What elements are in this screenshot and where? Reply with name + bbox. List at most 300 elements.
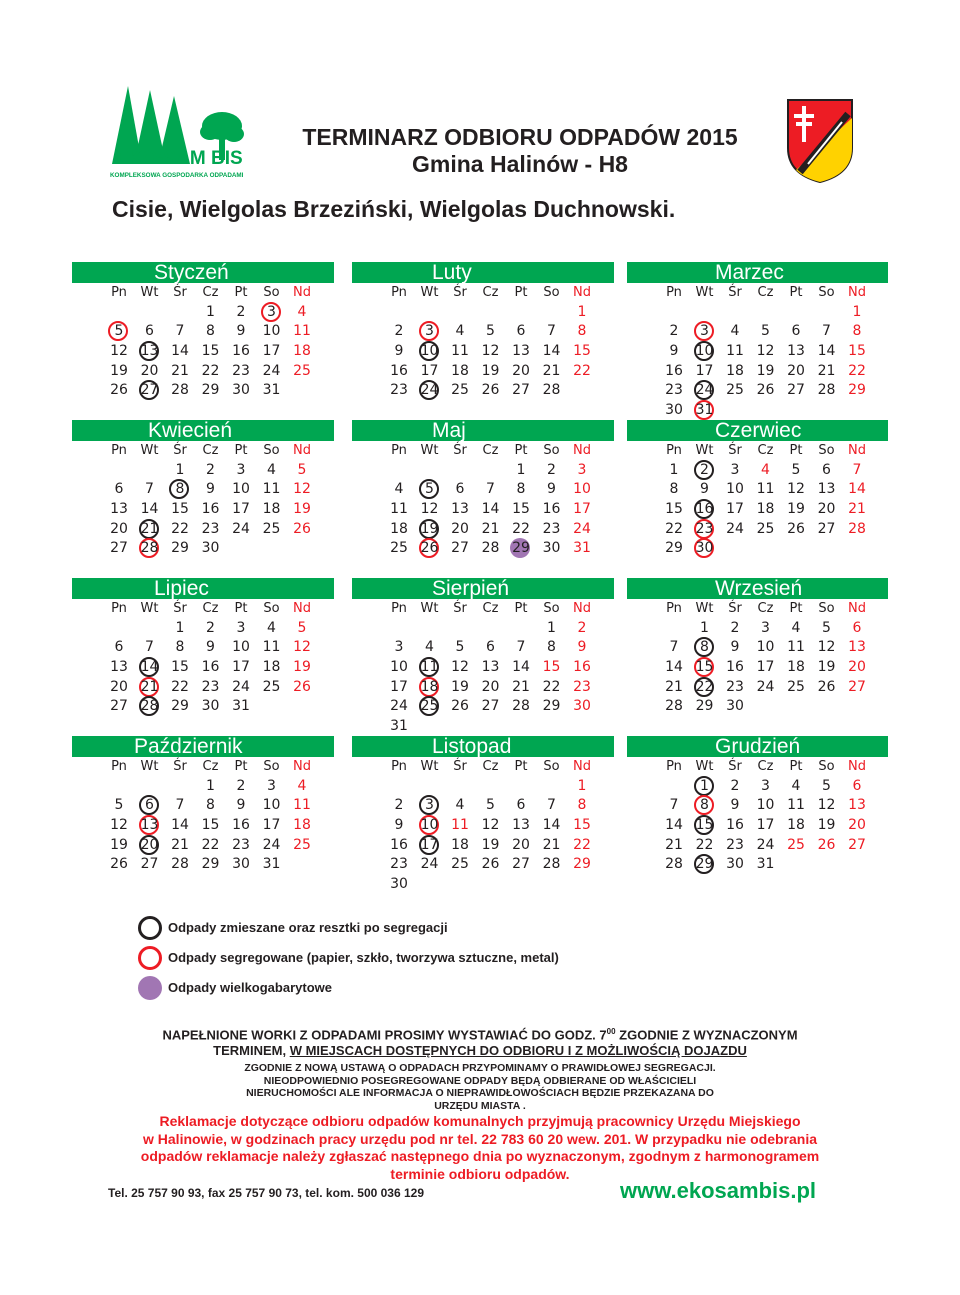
day-cell [287, 362, 317, 382]
day-cell [506, 816, 536, 836]
day-cell [476, 678, 506, 698]
day-number: 13 [481, 659, 500, 676]
weekday-label: Cz [482, 759, 499, 774]
day-cell [720, 658, 750, 678]
day-number: 4 [297, 303, 307, 320]
day-cell [537, 836, 567, 856]
day-number: 25 [726, 382, 744, 399]
day-number: 23 [695, 520, 714, 537]
notice-text: ZGODNIE Z WYZNACZONYM [615, 1027, 798, 1043]
day-number: 10 [756, 797, 775, 814]
day-cell [842, 303, 872, 323]
day-number: 22 [171, 678, 189, 695]
day-number: 14 [171, 817, 189, 834]
day-number: 20 [787, 362, 805, 379]
day-number: 18 [390, 520, 408, 537]
day-cell [781, 777, 811, 797]
day-number: 11 [262, 639, 281, 656]
weekday-label: Nd [573, 285, 591, 300]
weekday-label: Śr [173, 443, 187, 458]
day-number: 21 [171, 836, 189, 853]
day-number: 16 [232, 343, 250, 360]
week-row [352, 875, 614, 895]
day-cell [690, 678, 720, 698]
day-number: 24 [262, 362, 281, 379]
week-row [72, 480, 334, 500]
day-number: 7 [486, 481, 495, 498]
day-cell [659, 500, 689, 520]
day-number: 11 [451, 343, 469, 360]
day-cell [226, 381, 256, 401]
day-cell [690, 342, 720, 362]
day-number: 14 [512, 659, 530, 676]
day-cell [812, 500, 842, 520]
day-number: 19 [817, 817, 836, 834]
day-cell [720, 678, 750, 698]
day-number: 12 [451, 659, 469, 676]
day-number: 29 [171, 698, 189, 715]
day-number: 25 [756, 520, 775, 537]
day-number: 18 [262, 659, 281, 676]
day-number: 11 [293, 323, 311, 340]
day-number: 2 [730, 619, 740, 636]
day-number: 7 [852, 461, 862, 478]
day-number: 12 [756, 343, 775, 360]
week-row [627, 619, 888, 639]
week-row [72, 381, 334, 401]
day-cell [226, 362, 256, 382]
day-number: 12 [110, 343, 128, 360]
weekday-label: Cz [202, 285, 219, 300]
weekday-label: Nd [848, 759, 866, 774]
day-cell [506, 855, 536, 875]
website-link[interactable]: www.ekosambis.pl [620, 1178, 817, 1203]
day-number: 20 [110, 678, 128, 695]
week-row [72, 500, 334, 520]
day-number: 22 [665, 520, 683, 537]
day-number: 6 [114, 639, 124, 656]
day-cell [384, 362, 414, 382]
notice-text: odpadów reklamacje należy zgłaszać następnego dnia po wyznaczonym, zgodnym z harmonogramem [140, 1148, 820, 1164]
company-logo [108, 82, 256, 182]
day-number: 2 [669, 323, 679, 340]
day-number: 10 [262, 797, 281, 814]
day-cell [812, 658, 842, 678]
day-number: 15 [201, 343, 220, 360]
day-number: 17 [726, 501, 744, 518]
week-row [627, 658, 888, 678]
day-number: 9 [730, 639, 740, 656]
day-number: 19 [110, 836, 128, 853]
day-number: 23 [201, 678, 220, 695]
weekday-label: Pt [789, 443, 803, 458]
day-number: 24 [420, 856, 439, 873]
day-number: 23 [542, 520, 561, 537]
day-number: 4 [267, 461, 276, 478]
weekday-label: So [543, 601, 560, 616]
notice-text: TERMINEM, [213, 1043, 290, 1059]
day-cell [690, 697, 720, 717]
week-row [352, 678, 614, 698]
week-row [352, 480, 614, 500]
day-number: 29 [695, 856, 714, 873]
day-cell [537, 539, 567, 559]
day-cell [257, 658, 287, 678]
day-cell [476, 500, 506, 520]
day-cell [812, 381, 842, 401]
day-number: 18 [293, 817, 311, 834]
day-number: 5 [297, 461, 307, 478]
day-cell [384, 480, 414, 500]
day-number: 22 [695, 678, 714, 695]
day-number: 12 [817, 639, 836, 656]
day-cell [384, 342, 414, 362]
day-number: 8 [175, 639, 185, 656]
weekday-label: Pn [666, 285, 682, 300]
day-cell [506, 520, 536, 540]
day-cell [257, 303, 287, 323]
day-cell [135, 322, 165, 342]
day-number: 5 [114, 797, 124, 814]
weekday-label: Śr [453, 601, 467, 616]
day-number: 8 [547, 639, 556, 656]
week-row [72, 638, 334, 658]
day-number: 25 [293, 362, 311, 379]
weekday-label: Cz [202, 443, 219, 458]
day-number: 24 [232, 520, 250, 537]
month-header [72, 578, 334, 599]
month-name: Listopad [432, 735, 512, 758]
day-number: 15 [542, 659, 561, 676]
day-cell [567, 697, 597, 717]
day-number: 1 [577, 777, 587, 794]
weekday-label: Pt [514, 443, 528, 458]
day-cell [567, 539, 597, 559]
day-number: 9 [206, 639, 215, 656]
day-number: 12 [420, 501, 439, 518]
day-number: 14 [665, 817, 683, 834]
day-number: 17 [262, 817, 281, 834]
day-cell [842, 461, 872, 481]
day-number: 21 [542, 836, 561, 853]
week-row [352, 836, 614, 856]
month-wrzesień [627, 578, 888, 717]
day-cell [751, 322, 781, 342]
day-number: 15 [201, 817, 220, 834]
day-number: 8 [669, 481, 679, 498]
day-number: 15 [573, 343, 591, 360]
day-cell [445, 539, 475, 559]
day-cell [812, 777, 842, 797]
day-number: 30 [665, 402, 683, 419]
day-cell [659, 816, 689, 836]
month-czerwiec [627, 420, 888, 559]
day-number: 20 [140, 836, 159, 853]
week-row [627, 322, 888, 342]
day-number: 13 [817, 481, 836, 498]
day-number: 21 [481, 520, 500, 537]
week-row [72, 520, 334, 540]
day-cell [415, 638, 445, 658]
day-number: 5 [455, 639, 465, 656]
day-number: 16 [390, 362, 408, 379]
day-cell [104, 678, 134, 698]
svg-text:KOMPLEKSOWA GOSPODARKA ODPADAM: KOMPLEKSOWA GOSPODARKA ODPADAMI [110, 172, 244, 179]
day-cell [104, 381, 134, 401]
day-cell [445, 362, 475, 382]
day-cell [445, 638, 475, 658]
weekday-label: Śr [453, 759, 467, 774]
day-cell [104, 539, 134, 559]
day-number: 30 [232, 382, 250, 399]
weekday-label: Pn [666, 759, 682, 774]
day-number: 21 [817, 362, 836, 379]
day-number: 7 [547, 323, 556, 340]
day-number: 17 [232, 659, 250, 676]
day-cell [842, 796, 872, 816]
day-number: 26 [110, 856, 128, 873]
day-number: 3 [236, 619, 246, 636]
day-number: 28 [665, 856, 683, 873]
weekday-label: Nd [573, 759, 591, 774]
day-cell [659, 342, 689, 362]
day-cell [287, 816, 317, 836]
day-cell [226, 796, 256, 816]
day-cell [567, 678, 597, 698]
day-number: 26 [481, 382, 500, 399]
day-cell [104, 816, 134, 836]
day-number: 17 [695, 362, 714, 379]
day-number: 2 [394, 323, 404, 340]
day-cell [842, 777, 872, 797]
day-number: 20 [512, 836, 530, 853]
day-number: 8 [577, 797, 587, 814]
day-cell [415, 836, 445, 856]
day-cell [537, 816, 567, 836]
day-cell [196, 658, 226, 678]
weekday-label: Cz [202, 601, 219, 616]
day-cell [196, 836, 226, 856]
day-number: 7 [822, 323, 831, 340]
day-number: 3 [730, 461, 740, 478]
day-number: 9 [236, 797, 246, 814]
day-cell [567, 520, 597, 540]
week-row [627, 855, 888, 875]
day-number: 13 [848, 797, 866, 814]
day-cell [287, 777, 317, 797]
day-cell [415, 796, 445, 816]
day-cell [226, 777, 256, 797]
week-row [627, 816, 888, 836]
month-sierpień [352, 578, 614, 737]
day-number: 28 [171, 382, 189, 399]
legend-label: Odpady wielkogabarytowe [168, 980, 332, 995]
day-cell [781, 796, 811, 816]
week-row [72, 342, 334, 362]
day-number: 23 [232, 362, 250, 379]
day-number: 26 [293, 520, 311, 537]
weekday-row [627, 283, 888, 303]
day-number: 18 [787, 659, 805, 676]
day-cell [842, 342, 872, 362]
day-cell [659, 401, 689, 421]
day-cell [165, 638, 195, 658]
day-number: 3 [394, 639, 404, 656]
day-number: 18 [787, 817, 805, 834]
day-number: 13 [848, 639, 866, 656]
day-cell [537, 500, 567, 520]
day-cell [476, 539, 506, 559]
day-cell [476, 520, 506, 540]
day-cell [257, 816, 287, 836]
day-cell [445, 342, 475, 362]
day-number: 12 [481, 343, 500, 360]
day-number: 2 [730, 777, 740, 794]
day-number: 20 [481, 678, 500, 695]
day-cell [751, 796, 781, 816]
day-cell [720, 619, 750, 639]
week-row [352, 658, 614, 678]
day-number: 20 [140, 362, 159, 379]
day-cell [476, 658, 506, 678]
weekday-label: Pn [391, 759, 407, 774]
day-number: 1 [206, 777, 215, 794]
day-number: 18 [726, 362, 744, 379]
day-cell [537, 480, 567, 500]
month-name: Maj [432, 419, 466, 442]
day-cell [751, 500, 781, 520]
day-cell [415, 480, 445, 500]
week-row [627, 836, 888, 856]
day-cell [842, 362, 872, 382]
day-cell [104, 322, 134, 342]
weekday-label: Wt [695, 443, 714, 458]
day-number: 26 [110, 382, 128, 399]
week-row [627, 342, 888, 362]
day-number: 10 [726, 481, 744, 498]
day-number: 2 [577, 619, 587, 636]
day-cell [751, 342, 781, 362]
day-number: 27 [512, 856, 530, 873]
day-number: 5 [114, 323, 124, 340]
day-cell [287, 678, 317, 698]
day-cell [751, 520, 781, 540]
week-row [352, 500, 614, 520]
day-cell [445, 658, 475, 678]
day-number: 21 [542, 362, 561, 379]
day-cell [690, 836, 720, 856]
day-number: 22 [201, 362, 220, 379]
day-number: 29 [542, 698, 561, 715]
weekday-label: Nd [573, 601, 591, 616]
day-cell [690, 855, 720, 875]
weekday-label: Wt [420, 285, 439, 300]
day-number: 20 [451, 520, 469, 537]
day-cell [287, 303, 317, 323]
day-cell [506, 638, 536, 658]
month-name: Luty [432, 261, 472, 284]
day-cell [287, 638, 317, 658]
month-kwiecień [72, 420, 334, 559]
month-name: Czerwiec [715, 419, 802, 442]
day-cell [135, 520, 165, 540]
day-number: 16 [573, 659, 591, 676]
day-number: 15 [512, 501, 530, 518]
day-number: 6 [145, 797, 154, 814]
weekday-row [72, 599, 334, 619]
day-number: 31 [756, 856, 775, 873]
day-number: 15 [695, 817, 714, 834]
day-number: 13 [140, 343, 159, 360]
day-cell [415, 342, 445, 362]
day-number: 25 [293, 836, 311, 853]
day-number: 23 [390, 382, 408, 399]
week-row [627, 461, 888, 481]
week-row [627, 381, 888, 401]
weekday-label: Pt [234, 443, 248, 458]
day-number: 7 [547, 797, 556, 814]
day-number: 22 [512, 520, 530, 537]
day-cell [287, 461, 317, 481]
day-number: 24 [756, 836, 775, 853]
day-cell [165, 855, 195, 875]
weekday-label: Śr [173, 601, 187, 616]
day-cell [287, 342, 317, 362]
weekday-label: So [263, 601, 280, 616]
weekday-row [352, 599, 614, 619]
notice-text: NIERUCHOMOŚCI ALE INFORMACJA O NIEPRAWIDŁOWOŚCIACH BĘDZIE PRZEKAZANA DO [246, 1087, 714, 1099]
day-cell [812, 362, 842, 382]
day-cell [445, 697, 475, 717]
day-cell [135, 539, 165, 559]
weekday-label: Wt [420, 443, 439, 458]
day-cell [226, 303, 256, 323]
day-number: 29 [665, 540, 683, 557]
month-header [352, 262, 614, 283]
title-line: TERMINARZ ODBIORU ODPADÓW 2015 [302, 124, 738, 150]
week-row [352, 796, 614, 816]
weekday-row [627, 441, 888, 461]
day-number: 19 [817, 659, 836, 676]
day-number: 17 [232, 501, 250, 518]
weekday-label: Pn [111, 285, 127, 300]
month-header [72, 736, 334, 757]
weekday-label: Pn [111, 759, 127, 774]
day-cell [842, 500, 872, 520]
day-cell [751, 816, 781, 836]
purple-dot-icon [138, 976, 162, 1000]
day-number: 28 [140, 540, 159, 557]
coat-of-arms-icon [786, 98, 854, 184]
notice-text: NAPEŁNIONE WORKI Z ODPADAMI PROSIMY WYSTAWIAĆ DO GODZ. 7 [162, 1027, 607, 1043]
day-number: 7 [145, 639, 154, 656]
day-number: 24 [573, 520, 591, 537]
day-number: 7 [175, 323, 185, 340]
day-number: 7 [145, 481, 154, 498]
day-cell [720, 520, 750, 540]
day-cell [226, 342, 256, 362]
day-number: 31 [573, 540, 591, 557]
day-cell [384, 322, 414, 342]
week-row [72, 619, 334, 639]
week-row [627, 777, 888, 797]
day-cell [751, 480, 781, 500]
notice-text: ZGODNIE Z NOWĄ USTAWĄ O ODPADACH PRZYPOMINAMY O PRAWIDŁOWEJ SEGREGACJI. [244, 1062, 716, 1074]
day-cell [415, 381, 445, 401]
day-number: 21 [512, 678, 530, 695]
day-cell [135, 480, 165, 500]
day-cell [567, 303, 597, 323]
